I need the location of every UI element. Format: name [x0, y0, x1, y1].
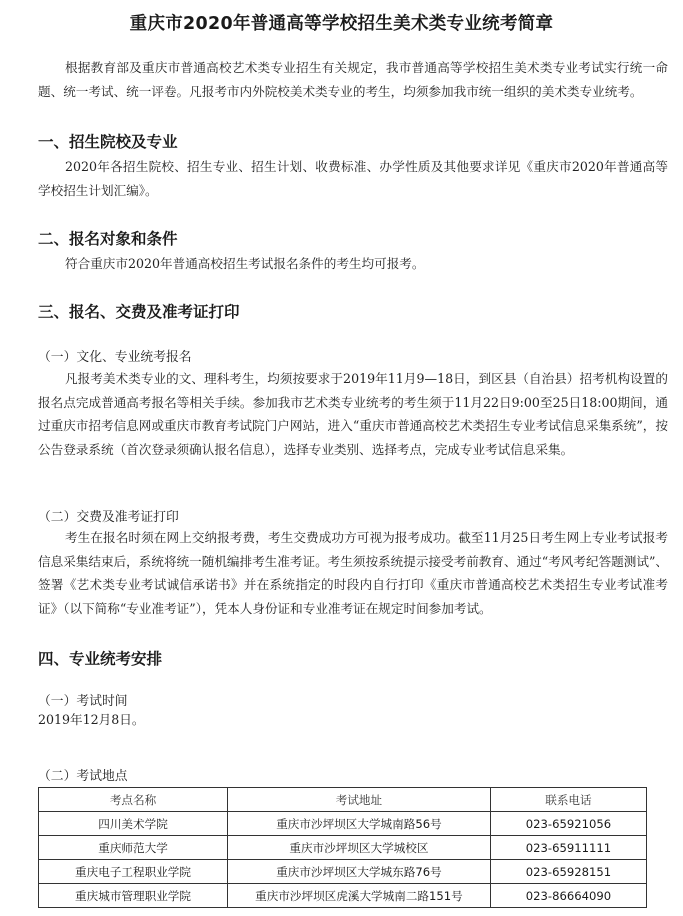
venue-phone: 023-65921056: [490, 812, 646, 836]
venue-address: 重庆市沙坪坝区大学城东路76号: [228, 860, 491, 884]
section3-sub2-heading: （二）交费及准考证打印: [38, 510, 179, 525]
section2-heading: 二、报名对象和条件: [38, 230, 178, 248]
intro-paragraph: 根据教育部及重庆市普通高校艺术类专业招生有关规定，我市普通高等学校招生美术类专业考试实行统一命题、统一考试、统一评卷。凡报考市内外院校美术类专业的考生，均须参加我市统一组织的美术类专业统考。: [38, 60, 668, 99]
header-venue-address: 考试地址: [228, 788, 491, 812]
section4-sub2-heading: （二）考试地点: [38, 769, 128, 784]
venue-name: 四川美术学院: [39, 812, 228, 836]
exam-date: 2019年12月8日。: [38, 712, 145, 727]
header-phone: 联系电话: [490, 788, 646, 812]
section4-sub1-heading: （一）考试时间: [38, 694, 128, 709]
venue-phone: 023-65928151: [490, 860, 646, 884]
venue-name: 重庆电子工程职业学院: [39, 860, 228, 884]
section3-heading: 三、报名、交费及准考证打印: [38, 303, 240, 321]
section3-sub2-text: 考生在报名时须在网上交纳报考费，考生交费成功方可视为报考成功。截至11月25日考生网上专业考试报考信息采集结束后，系统将统一随机编排考生准考证。考生须按系统提示接受考前教育、通过“考风考纪答题测试”、签署《艺术类专业考试诚信承诺书》并在系统指定的时段内自行打印《重庆市普通高校艺术类招生专业考试准考证》（以下简称“专业准考证”），凭本人身份证和专业准考证在规定时间参加考试。: [38, 530, 668, 616]
venue-phone: 023-65911111: [490, 836, 646, 860]
venue-phone: 023-86664090: [490, 884, 646, 908]
table-row: [39, 860, 647, 884]
venue-name: 重庆师范大学: [39, 836, 228, 860]
section4-heading: 四、专业统考安排: [38, 650, 163, 668]
venue-address: 重庆市沙坪坝区大学城南路56号: [228, 812, 491, 836]
section1-text: 2020年各招生院校、招生专业、招生计划、收费标准、办学性质及其他要求详见《重庆市2020年普通高等学校招生计划汇编》。: [38, 159, 668, 198]
section1-heading: 一、招生院校及专业: [38, 133, 178, 151]
exam-venue-table: [38, 787, 647, 908]
venue-address: 重庆市沙坪坝区大学城校区: [228, 836, 491, 860]
table-row: [39, 884, 647, 908]
venue-address: 重庆市沙坪坝区虎溪大学城南二路151号: [228, 884, 491, 908]
table-header-row: [39, 788, 647, 812]
section2-text: 符合重庆市2020年普通高校招生考试报名条件的考生均可报考。: [65, 256, 425, 271]
document-title: 重庆市2020年普通高等学校招生美术类专业统考简章: [129, 14, 554, 34]
venue-name: 重庆城市管理职业学院: [39, 884, 228, 908]
header-venue-name: 考点名称: [39, 788, 228, 812]
table-row: [39, 812, 647, 836]
section3-sub1-heading: （一）文化、专业统考报名: [38, 350, 192, 365]
table-row: [39, 836, 647, 860]
section3-sub1-text: 凡报考美术类专业的文、理科考生，均须按要求于2019年11月9—18日，到区县（自治县）招考机构设置的报名点完成普通高考报名等相关手续。参加我市艺术类专业统考的考生须于11月22日9:00至25日18:00期间，通过重庆市招考信息网或重庆市教育考试院门户网站，进入“重庆市普通高校艺术类招生专业考试信息采集系统”，按公告登录系统（首次登录须确认报名信息），选择专业类别、选择考点，完成专业考试信息采集。: [38, 371, 668, 457]
